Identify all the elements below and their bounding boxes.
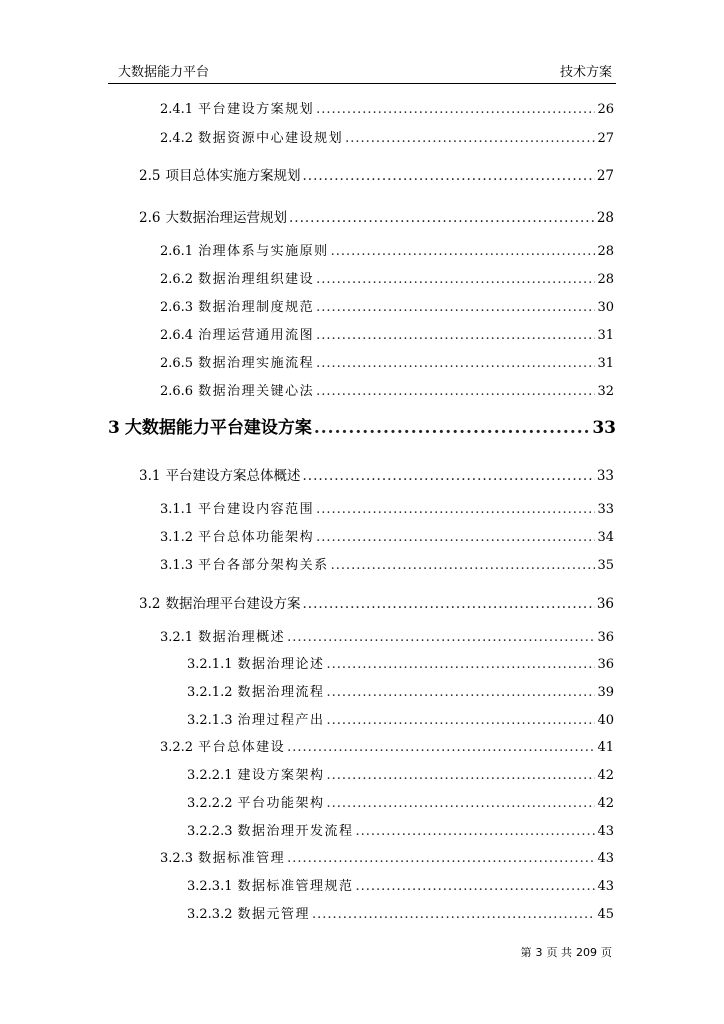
toc-title: 治理运营通用流图 [198, 328, 315, 343]
toc-leader [316, 102, 595, 117]
toc-number: 3.1.1 [160, 502, 194, 517]
toc-page: 31 [597, 328, 614, 343]
header-doc-type: 技术方案 [559, 65, 612, 80]
toc-entry[interactable] [160, 324, 614, 343]
toc-number: 2.6.1 [160, 244, 194, 259]
toc-title: 数据资源中心建设规划 [198, 131, 344, 146]
toc-leader [287, 740, 595, 755]
toc-page: 28 [596, 210, 614, 226]
footer-page-total: 209 [576, 946, 597, 959]
toc-number: 3.2.2.2 [187, 796, 233, 811]
toc-number: 3.2.1 [160, 630, 194, 645]
toc-leader [327, 685, 596, 700]
toc-leader [316, 356, 595, 371]
toc-entry[interactable] [160, 554, 614, 573]
toc-entry[interactable] [160, 268, 614, 287]
toc-title: 平台建设方案总体概述 [165, 468, 301, 484]
toc-title: 数据元管理 [237, 907, 310, 922]
toc-entry[interactable] [187, 653, 614, 672]
toc-page: 31 [597, 356, 614, 371]
toc-number: 3.2.3 [160, 851, 194, 866]
toc-leader [327, 768, 596, 783]
toc-page: 33 [596, 468, 614, 484]
toc-title: 项目总体实施方案规划 [165, 168, 301, 184]
toc-page: 42 [597, 796, 614, 811]
toc-entry[interactable] [187, 875, 614, 894]
toc-leader [327, 796, 596, 811]
header-doc-title: 大数据能力平台 [118, 65, 210, 80]
toc-title: 治理过程产出 [237, 713, 325, 728]
toc-entry[interactable] [139, 464, 614, 484]
toc-number: 3.2.1.2 [187, 685, 233, 700]
toc-leader [312, 907, 595, 922]
toc-page: 36 [597, 657, 614, 672]
toc-number: 3 [108, 418, 120, 438]
toc-entry[interactable] [160, 526, 614, 545]
toc-leader [314, 418, 590, 438]
toc-leader [331, 558, 596, 573]
toc-page: 33 [592, 418, 616, 438]
toc-entry[interactable] [187, 709, 614, 728]
toc-page: 45 [597, 907, 614, 922]
toc-number: 3.1.3 [160, 558, 194, 573]
toc-title: 数据治理平台建设方案 [165, 596, 301, 612]
toc-title: 数据治理组织建设 [198, 272, 315, 287]
toc-number: 2.5 [139, 168, 161, 184]
toc-entry[interactable] [160, 240, 614, 259]
toc-title: 大数据治理运营规划 [165, 210, 287, 226]
toc-number: 2.6.4 [160, 328, 194, 343]
toc-number: 2.6.2 [160, 272, 194, 287]
toc-title: 数据治理论述 [237, 657, 325, 672]
toc-entry[interactable] [187, 792, 614, 811]
toc-page: 36 [597, 630, 614, 645]
toc-entry[interactable] [139, 592, 614, 612]
toc-page: 36 [596, 596, 614, 612]
toc-leader [316, 502, 595, 517]
toc-page: 28 [597, 244, 614, 259]
toc-leader [316, 272, 595, 287]
toc-title: 平台总体功能架构 [198, 530, 315, 545]
toc-entry[interactable] [160, 380, 614, 399]
toc-entry[interactable] [187, 820, 614, 839]
toc-title: 平台各部分架构关系 [198, 558, 329, 573]
toc-title: 平台功能架构 [237, 796, 325, 811]
toc-leader [302, 468, 594, 484]
footer-page-suffix: 页 [601, 946, 612, 959]
toc-entry[interactable] [139, 206, 614, 226]
toc-leader [287, 851, 595, 866]
toc-leader [316, 384, 595, 399]
toc-leader [287, 630, 595, 645]
toc-number: 3.1 [139, 468, 161, 484]
toc-entry[interactable] [160, 98, 614, 117]
toc-title: 平台建设内容范围 [198, 502, 315, 517]
toc-title: 大数据能力平台建设方案 [124, 418, 312, 438]
toc-number: 3.2 [139, 596, 161, 612]
footer-page-prefix: 第 [520, 946, 532, 959]
toc-entry[interactable] [160, 736, 614, 755]
toc-page: 39 [597, 685, 614, 700]
toc-entry[interactable] [160, 847, 614, 866]
toc-page: 41 [597, 740, 614, 755]
toc-number: 2.4.1 [160, 102, 194, 117]
toc-page: 33 [597, 502, 614, 517]
toc-number: 3.2.3.2 [187, 907, 233, 922]
toc-number: 3.2.2.1 [187, 768, 233, 783]
toc-leader [302, 168, 594, 184]
toc-number: 2.6 [139, 210, 161, 226]
toc-page: 30 [597, 300, 614, 315]
toc-page: 42 [597, 768, 614, 783]
toc-number: 3.2.1.1 [187, 657, 233, 672]
toc-entry[interactable] [160, 352, 614, 371]
toc-number: 3.2.1.3 [187, 713, 233, 728]
toc-leader [316, 300, 595, 315]
toc-leader [316, 328, 595, 343]
toc-page: 34 [597, 530, 614, 545]
toc-leader [289, 210, 595, 226]
toc-page: 32 [597, 384, 614, 399]
toc-page: 35 [597, 558, 614, 573]
toc-title: 建设方案架构 [237, 768, 325, 783]
toc-page: 43 [597, 879, 614, 894]
footer-page-mid: 页 共 [546, 946, 572, 959]
toc-leader [327, 713, 596, 728]
toc-title: 数据治理实施流程 [198, 356, 315, 371]
footer-page-current: 3 [535, 946, 543, 959]
toc-page: 28 [597, 272, 614, 287]
toc-title: 数据标准管理规范 [237, 879, 354, 894]
toc-title: 治理体系与实施原则 [198, 244, 329, 259]
toc-number: 3.1.2 [160, 530, 194, 545]
toc-leader [331, 244, 596, 259]
toc-entry[interactable] [187, 764, 614, 783]
toc-title: 数据治理流程 [237, 685, 325, 700]
toc-leader [356, 879, 596, 894]
toc-entry[interactable] [160, 498, 614, 517]
toc-leader [327, 657, 596, 672]
toc-title: 平台总体建设 [198, 740, 286, 755]
toc-number: 3.2.3.1 [187, 879, 233, 894]
toc-leader [356, 824, 596, 839]
toc-number: 2.6.6 [160, 384, 194, 399]
toc-entry[interactable] [160, 127, 614, 146]
toc-page: 43 [597, 824, 614, 839]
page-footer [519, 944, 615, 960]
toc-title: 数据治理开发流程 [237, 824, 354, 839]
toc-number: 3.2.2.3 [187, 824, 233, 839]
toc-entry[interactable] [139, 164, 614, 184]
toc-entry[interactable] [108, 413, 616, 438]
toc-number: 2.6.5 [160, 356, 194, 371]
toc-title: 数据治理关键心法 [198, 384, 315, 399]
toc-title: 数据标准管理 [198, 851, 286, 866]
toc-leader [302, 596, 594, 612]
toc-number: 3.2.2 [160, 740, 194, 755]
toc-page: 43 [597, 851, 614, 866]
toc-title: 数据治理概述 [198, 630, 286, 645]
toc-page: 27 [596, 168, 614, 184]
toc-page: 27 [597, 131, 614, 146]
toc-entry[interactable] [160, 626, 614, 645]
toc-page: 26 [597, 102, 614, 117]
toc-entry[interactable] [187, 681, 614, 700]
toc-number: 2.4.2 [160, 131, 194, 146]
toc-entry[interactable] [187, 903, 614, 922]
toc-number: 2.6.3 [160, 300, 194, 315]
toc-entry[interactable] [160, 296, 614, 315]
toc-title: 数据治理制度规范 [198, 300, 315, 315]
toc-title: 平台建设方案规划 [198, 102, 315, 117]
toc-leader [316, 530, 595, 545]
toc-page: 40 [597, 713, 614, 728]
toc-leader [345, 131, 595, 146]
